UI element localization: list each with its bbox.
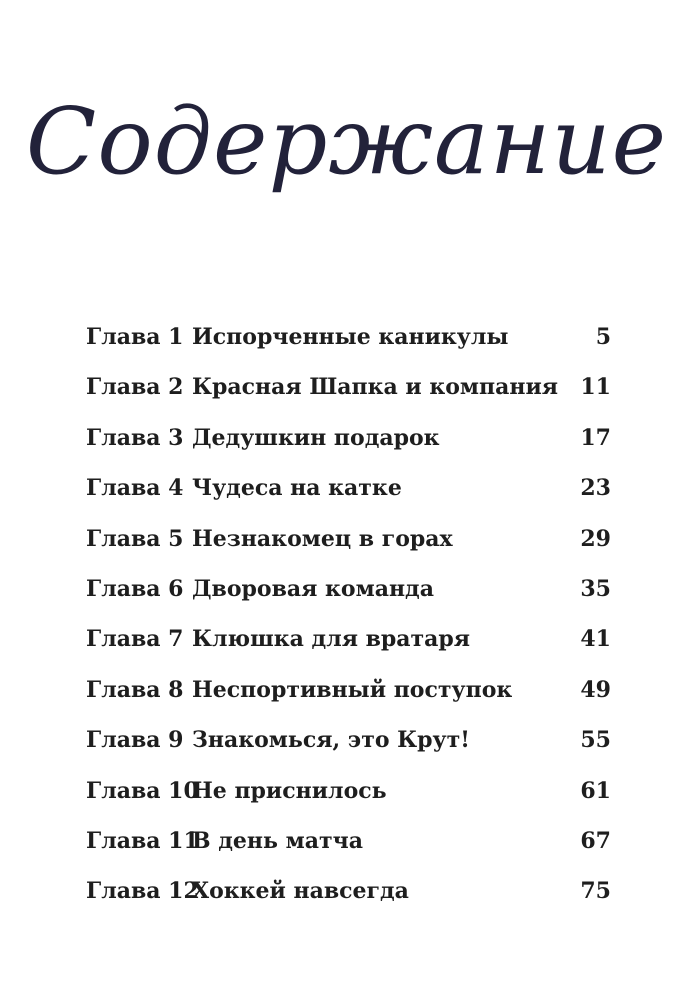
toc-entry-1 [86,312,611,362]
chapter-page-number: 29 [580,525,611,552]
chapter-title: Испорченные каникулы [192,324,509,350]
chapter-title: Незнакомец в горах [192,525,453,552]
table-of-contents [86,312,611,917]
chapter-label: Глава 5 [86,525,184,552]
chapter-page-number: 49 [580,676,611,703]
chapter-label: Глава 6 [86,575,184,602]
chapter-label: Глава 12 [86,878,199,905]
toc-entry-2 [86,362,611,412]
chapter-title: Чудеса на катке [192,475,402,502]
chapter-page-number: 5 [595,324,611,350]
chapter-label: Глава 4 [86,475,184,502]
chapter-title: Дворовая команда [192,575,434,602]
chapter-page-number: 23 [580,475,611,502]
chapter-page-number: 61 [580,777,611,804]
chapter-page-number: 35 [580,575,611,602]
chapter-title: Хоккей навсегда [192,878,409,905]
chapter-title: В день матча [192,827,363,854]
toc-entry-12 [86,866,611,916]
chapter-label: Глава 7 [86,626,184,653]
chapter-page-number: 55 [580,727,611,754]
chapter-page-number: 17 [580,424,611,451]
chapter-label: Глава 1 [86,324,184,350]
toc-entry-7 [86,614,611,664]
chapter-label: Глава 8 [86,676,184,703]
toc-entry-3 [86,413,611,463]
toc-entry-9 [86,715,611,765]
chapter-label: Глава 11 [86,827,199,854]
toc-entry-10 [86,766,611,816]
toc-entry-8 [86,665,611,715]
chapter-label: Глава 9 [86,727,184,754]
page-title: Содержание [25,88,668,195]
toc-entry-11 [86,816,611,866]
toc-entry-5 [86,514,611,564]
chapter-label: Глава 10 [86,777,199,804]
chapter-page-number: 41 [580,626,611,653]
toc-entry-6 [86,564,611,614]
chapter-page-number: 67 [580,827,611,854]
chapter-title: Неспортивный поступок [192,676,513,703]
chapter-label: Глава 3 [86,424,184,451]
chapter-title: Дедушкин подарок [192,424,440,451]
chapter-page-number: 11 [580,374,611,401]
chapter-label: Глава 2 [86,374,184,401]
chapter-title: Красная Шапка и компания [192,374,559,401]
chapter-title: Знакомься, это Крут! [192,727,470,754]
chapter-title: Клюшка для вратаря [192,626,471,653]
toc-entry-4 [86,463,611,513]
chapter-title: Не приснилось [192,777,387,804]
chapter-page-number: 75 [580,878,611,905]
